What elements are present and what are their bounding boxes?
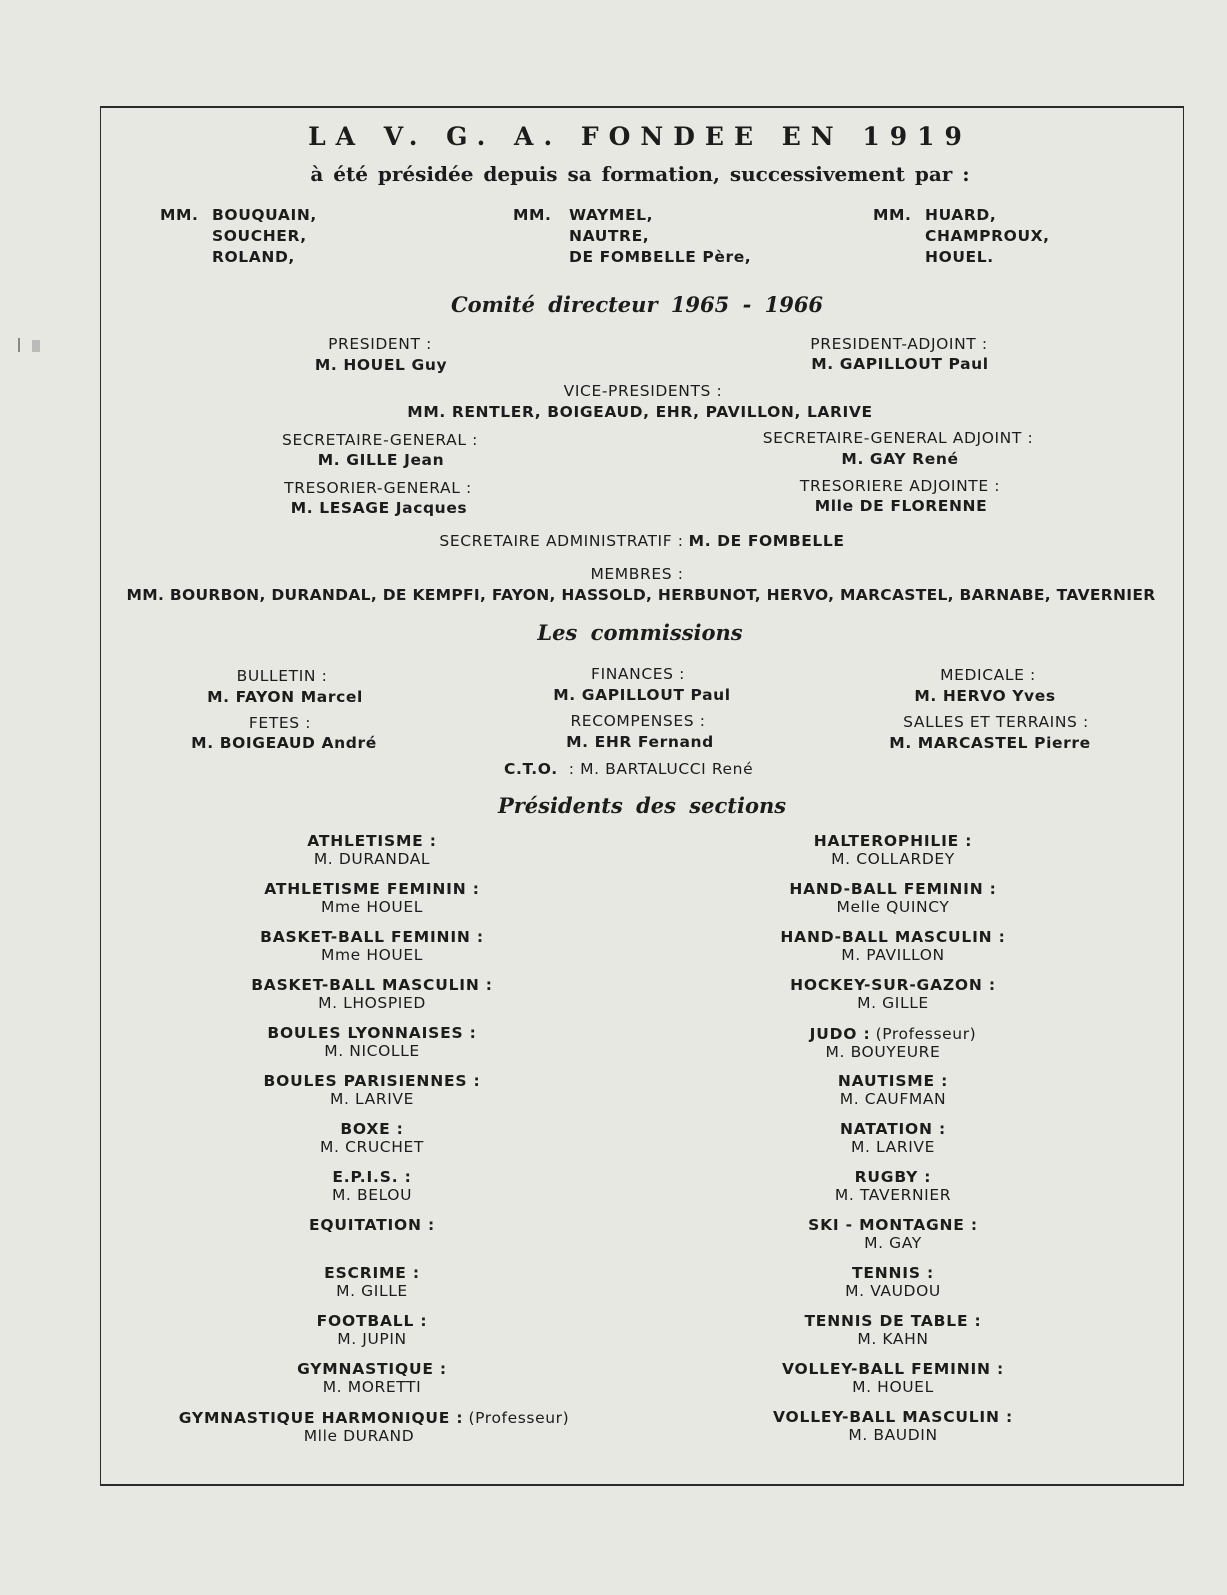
cto-label: C.T.O. (504, 760, 558, 778)
section-entry: GYMNASTIQUE HARMONIQUE : (Professeur) Mlle DURAND (178, 1409, 570, 1445)
secretaire-general-adjoint-label: SECRETAIRE-GENERAL ADJOINT : (762, 429, 1034, 447)
medicale-name: M. HERVO Yves (914, 687, 1056, 705)
prefix: MM. (513, 206, 552, 224)
past-president: DE FOMBELLE Père, (569, 248, 752, 266)
fetes-label: FETES : (248, 714, 312, 732)
sections-title: Présidents des sections (497, 793, 787, 818)
section-entry: FOOTBALL : M. JUPIN (316, 1312, 428, 1348)
section-entry: HOCKEY-SUR-GAZON : M. GILLE (790, 976, 996, 1012)
fetes-name: M. BOIGEAUD André (191, 734, 377, 752)
section-entry: NAUTISME : M. CAUFMAN (837, 1072, 949, 1108)
section-entry: TENNIS DE TABLE : M. KAHN (804, 1312, 982, 1348)
salles-name: M. MARCASTEL Pierre (889, 734, 1091, 752)
commissions-title: Les commissions (537, 620, 743, 645)
secretaire-admin-label: SECRETAIRE ADMINISTRATIF : (439, 532, 684, 550)
past-president: HUARD, (925, 206, 997, 224)
past-presidents-col-3 (873, 205, 1050, 268)
president-adjoint-label: PRESIDENT-ADJOINT : (810, 335, 988, 353)
membres-names: MM. BOURBON, DURANDAL, DE KEMPFI, FAYON, HASSOLD, HERBUNOT, HERVO, MARCASTEL, BARNABE, TAVERNIER (126, 586, 1156, 604)
section-entry: BOULES PARISIENNES : M. LARIVE (263, 1072, 481, 1108)
secretaire-general-label: SECRETAIRE-GENERAL : (282, 431, 478, 449)
comite-title: Comité directeur 1965 - 1966 (450, 292, 824, 317)
past-president: HOUEL. (925, 248, 994, 266)
section-entry: NATATION : M. LARIVE (839, 1120, 947, 1156)
president-adjoint-name: M. GAPILLOUT Paul (811, 355, 989, 373)
past-president: CHAMPROUX, (925, 227, 1050, 245)
secretaire-general-name: M. GILLE Jean (317, 451, 445, 469)
finances-label: FINANCES : (591, 665, 685, 683)
tresorier-general-name: M. LESAGE Jacques (290, 499, 468, 517)
tresoriere-adjointe-label: TRESORIERE ADJOINTE : (799, 477, 1001, 495)
section-entry: SKI - MONTAGNE : M. GAY (808, 1216, 978, 1252)
section-entry: E.P.I.S. : M. BELOU (331, 1168, 413, 1204)
cto-name: : M. BARTALUCCI René (568, 760, 754, 778)
page-subtitle: à été présidée depuis sa formation, successivement par : (310, 162, 970, 186)
finances-name: M. GAPILLOUT Paul (553, 686, 731, 704)
recompenses-name: M. EHR Fernand (566, 733, 714, 751)
past-president: BOUQUAIN, (212, 206, 317, 224)
recompenses-label: RECOMPENSES : (570, 712, 706, 730)
scan-mark (32, 340, 40, 352)
section-entry: JUDO : (Professeur) M. BOUYEURE (809, 1025, 977, 1061)
secretaire-admin-line (439, 531, 844, 550)
bulletin-name: M. FAYON Marcel (207, 688, 363, 706)
past-presidents-col-1 (160, 205, 317, 268)
secretaire-admin-name: M. DE FOMBELLE (688, 532, 845, 550)
section-entry: ATHLETISME FEMININ : Mme HOUEL (264, 880, 480, 916)
tresorier-general-label: TRESORIER-GENERAL : (284, 479, 472, 497)
past-president: ROLAND, (212, 248, 295, 266)
secretaire-general-adjoint-name: M. GAY René (841, 450, 959, 468)
scan-mark (18, 338, 20, 352)
section-entry: VOLLEY-BALL FEMININ : M. HOUEL (781, 1360, 1005, 1396)
section-entry: VOLLEY-BALL MASCULIN : M. BAUDIN (773, 1408, 1013, 1444)
past-presidents-col-2 (513, 205, 751, 268)
section-entry: GYMNASTIQUE : M. MORETTI (297, 1360, 447, 1396)
vice-presidents-label: VICE-PRESIDENTS : (563, 382, 723, 400)
bulletin-label: BULLETIN : (236, 667, 328, 685)
section-entry: ESCRIME : M. GILLE (324, 1264, 420, 1300)
section-entry: RUGBY : M. TAVERNIER (834, 1168, 952, 1204)
section-entry: HAND-BALL FEMININ : Melle QUINCY (789, 880, 997, 916)
section-entry: TENNIS : M. VAUDOU (845, 1264, 941, 1300)
section-entry: ATHLETISME : M. DURANDAL (307, 832, 437, 868)
page-title: LA V. G. A. FONDEE EN 1919 (308, 122, 972, 151)
section-entry: HAND-BALL MASCULIN : M. PAVILLON (780, 928, 1006, 964)
section-entry: HALTEROPHILIE : M. COLLARDEY (813, 832, 973, 868)
past-president: NAUTRE, (569, 227, 650, 245)
section-entry: BOXE : M. CRUCHET (320, 1120, 424, 1156)
prefix: MM. (873, 206, 912, 224)
section-entry: BOULES LYONNAISES : M. NICOLLE (267, 1024, 477, 1060)
tresoriere-adjointe-name: Mlle DE FLORENNE (814, 497, 988, 515)
president-name: M. HOUEL Guy (314, 356, 448, 374)
section-entry: BASKET-BALL FEMININ : Mme HOUEL (260, 928, 484, 964)
membres-label: MEMBRES : (590, 565, 684, 583)
president-label: PRESIDENT : (328, 335, 432, 353)
cto-line (504, 759, 753, 778)
past-president: WAYMEL, (569, 206, 654, 224)
vice-presidents-names: MM. RENTLER, BOIGEAUD, EHR, PAVILLON, LARIVE (407, 403, 873, 421)
salles-label: SALLES ET TERRAINS : (903, 713, 1089, 731)
past-president: SOUCHER, (212, 227, 307, 245)
medicale-label: MEDICALE : (940, 666, 1036, 684)
section-entry: EQUITATION : (309, 1216, 435, 1234)
prefix: MM. (160, 206, 199, 224)
section-entry: BASKET-BALL MASCULIN : M. LHOSPIED (251, 976, 493, 1012)
